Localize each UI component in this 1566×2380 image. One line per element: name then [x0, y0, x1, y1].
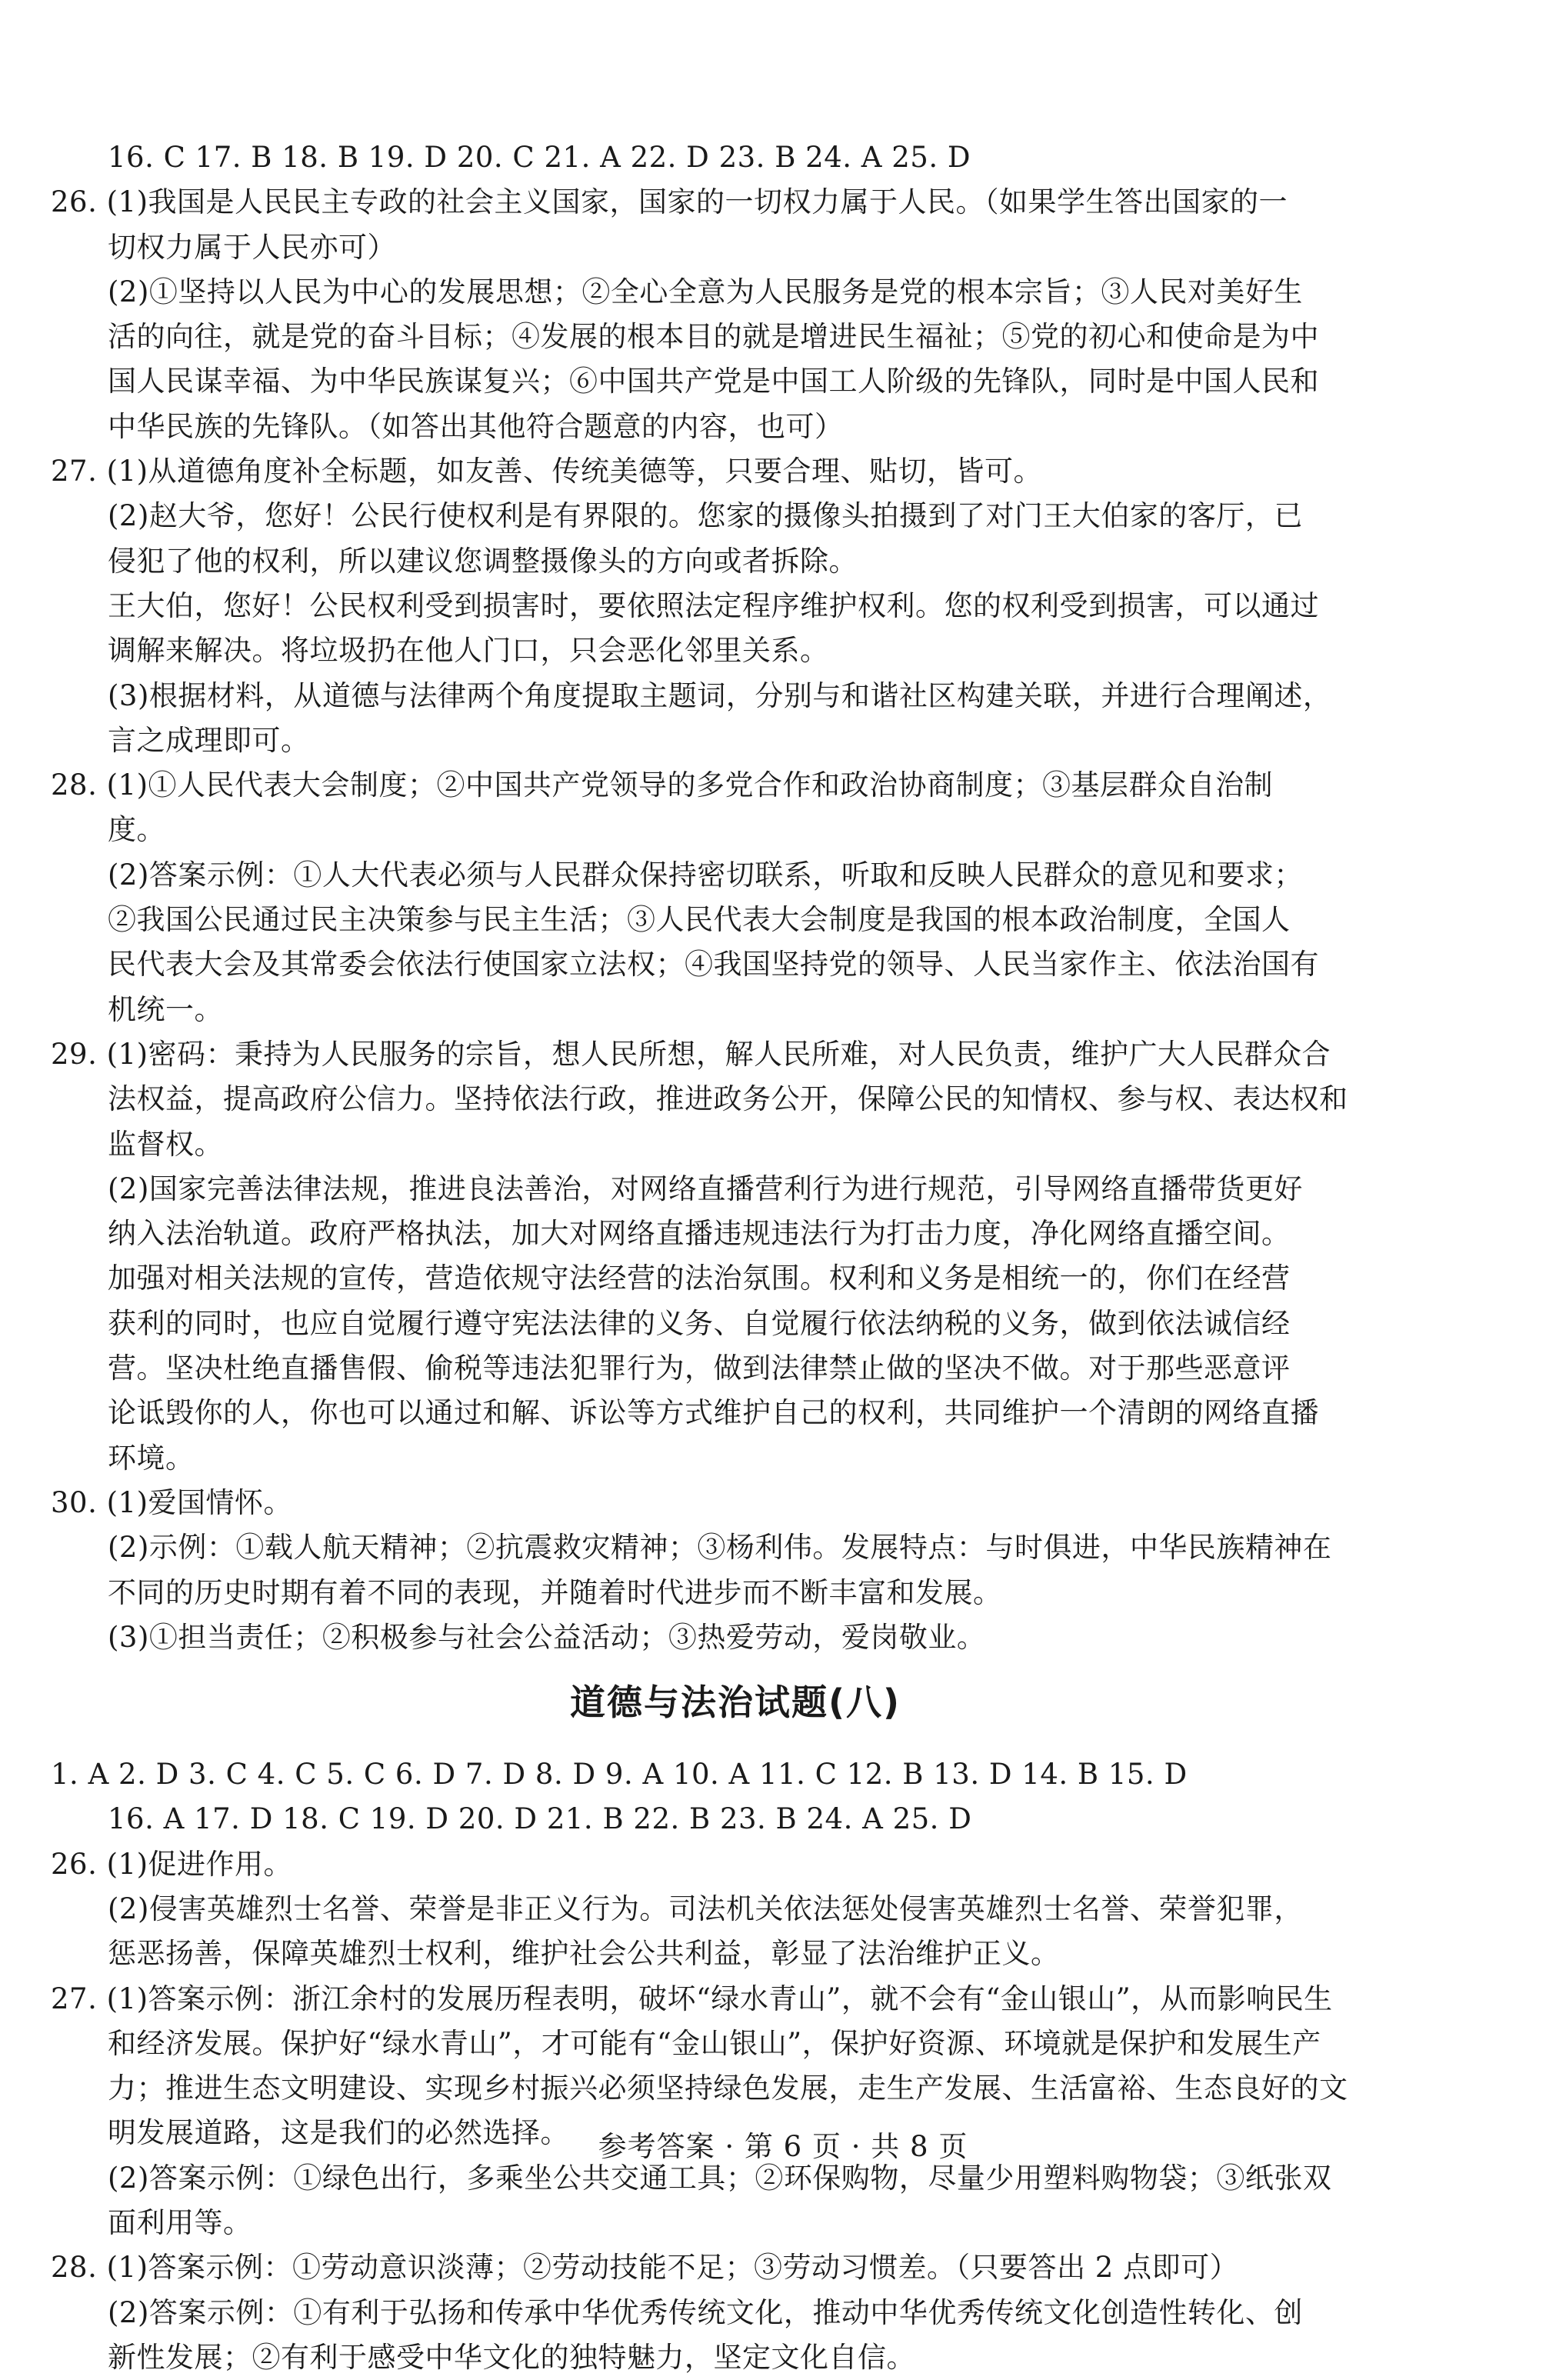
mc-answers-1-15: 1. A 2. D 3. C 4. C 5. C 6. D 7. D 8. D 9. A 10. A 11. C 12. B 13. D 14. B 15. D: [51, 1758, 1188, 1792]
answer-line: ②我国公民通过民主决策参与民主生活；③人民代表大会制度是我国的根本政治制度，全国人: [108, 903, 1291, 937]
answer-line: 新性发展；②有利于感受中华文化的独特魅力，坚定文化自信。: [108, 2340, 915, 2374]
page-footer: 参考答案 · 第 6 页 · 共 8 页: [598, 2130, 968, 2163]
answer-line: (2)示例：①载人航天精神；②抗震救灾精神；③杨利伟。发展特点：与时俱进，中华民族精神在: [108, 1531, 1332, 1565]
answer-line: 营。坚决杜绝直播售假、偷税等违法犯罪行为，做到法律禁止做的坚决不做。对于那些恶意评: [108, 1352, 1291, 1385]
answer-line: 中华民族的先锋队。（如答出其他符合题意的内容，也可）: [108, 409, 844, 443]
answer-line: 28. (1)答案示例：①劳动意识淡薄；②劳动技能不足；③劳动习惯差。（只要答出 2 点即可）: [51, 2251, 1239, 2285]
answer-line: 活的向往，就是党的奋斗目标；④发展的根本目的就是增进民生福祉；⑤党的初心和使命是为中: [108, 320, 1319, 354]
answer-line: 27. (1)答案示例：浙江余村的发展历程表明，破坏“绿水青山”，就不会有“金山银山”，从而影响民生: [51, 1982, 1333, 2015]
section-8-answers: [51, 1842, 1374, 2380]
answer-line: 27. (1)从道德角度补全标题，如友善、传统美德等，只要合理、贴切，皆可。: [51, 455, 1043, 488]
answer-line: 加强对相关法规的宣传，营造依规守法经营的法治氛围。权利和义务是相统一的，你们在经营: [108, 1262, 1291, 1295]
answer-line: 度。: [108, 813, 165, 847]
answer-line: (2)答案示例：①有利于弘扬和传承中华优秀传统文化，推动中华优秀传统文化创造性转化、创: [108, 2295, 1303, 2329]
answer-line: (2)侵害英雄烈士名誉、荣誉是非正义行为。司法机关依法惩处侵害英雄烈士名誉、荣誉犯罪，: [108, 1892, 1303, 1925]
answer-line: 惩恶扬善，保障英雄烈士权利，维护社会公共利益，彰显了法治维护正义。: [108, 1937, 1060, 1971]
answer-line: 切权力属于人民亦可）: [108, 230, 396, 264]
answer-line: (2)答案示例：①人大代表必须与人民群众保持密切联系，听取和反映人民群众的意见和要求；: [108, 858, 1303, 892]
page-content: [51, 135, 1374, 2380]
answer-line: 面利用等。: [108, 2206, 252, 2240]
answer-line: 不同的历史时期有着不同的表现，并随着时代进步而不断丰富和发展。: [108, 1575, 1002, 1609]
answer-line: 力；推进生态文明建设、实现乡村振兴必须坚持绿色发展，走生产发展、生活富裕、生态良好的文: [108, 2072, 1348, 2105]
mc-answers-16-25: 16. A 17. D 18. C 19. D 20. D 21. B 22. B 23. B 24. A 25. D: [108, 1802, 972, 1836]
answer-line: 国人民谋幸福、为中华民族谋复兴；⑥中国共产党是中国工人阶级的先锋队，同时是中国人民和: [108, 365, 1319, 398]
answer-line: 28. (1)①人民代表大会制度；②中国共产党领导的多党合作和政治协商制度；③基层群众自治制: [51, 768, 1274, 802]
answer-line: 26. (1)我国是人民民主专政的社会主义国家，国家的一切权力属于人民。（如果学生答出国家的一: [51, 185, 1288, 219]
section-title: 道德与法治试题(八): [569, 1682, 901, 1724]
answer-line: 调解来解决。将垃圾扔在他人门口，只会恶化邻里关系。: [108, 634, 829, 668]
answer-line: 言之成理即可。: [108, 723, 310, 757]
answer-line: (2)赵大爷，您好！公民行使权利是有界限的。您家的摄像头拍摄到了对门王大伯家的客厅，已: [108, 499, 1303, 533]
answer-line: 环境。: [108, 1441, 195, 1475]
answer-line: 侵犯了他的权利，所以建议您调整摄像头的方向或者拆除。: [108, 544, 858, 578]
answer-line: 纳入法治轨道。政府严格执法，加大对网络直播违规违法行为打击力度，净化网络直播空间。: [108, 1217, 1291, 1251]
answer-line: 和经济发展。保护好“绿水青山”，才可能有“金山银山”，保护好资源、环境就是保护和发展生产: [108, 2026, 1321, 2060]
answer-line: (2)答案示例：①绿色出行，多乘坐公共交通工具；②环保购物，尽量少用塑料购物袋；③纸张双: [108, 2161, 1332, 2195]
answer-line: 26. (1)促进作用。: [51, 1847, 293, 1881]
answer-line: 监督权。: [108, 1127, 223, 1161]
answer-line: 法权益，提高政府公信力。坚持依法行政，推进政务公开，保障公民的知情权、参与权、表达权和: [108, 1082, 1348, 1116]
answer-line: 机统一。: [108, 992, 223, 1026]
mc-answers-16-25: 16. C 17. B 18. B 19. D 20. C 21. A 22. D 23. B 24. A 25. D: [108, 141, 971, 174]
answer-line: 王大伯，您好！公民权利受到损害时，要依照法定程序维护权利。您的权利受到损害，可以通过: [108, 588, 1319, 622]
answer-line: 论诋毁你的人，你也可以通过和解、诉讼等方式维护自己的权利，共同维护一个清朗的网络直播: [108, 1396, 1319, 1430]
answer-line: (3)根据材料，从道德与法律两个角度提取主题词，分别与和谐社区构建关联，并进行合理阐述，: [108, 678, 1332, 712]
answer-line: 30. (1)爱国情怀。: [51, 1485, 293, 1519]
answer-line: 获利的同时，也应自觉履行遵守宪法法律的义务、自觉履行依法纳税的义务，做到依法诚信经: [108, 1306, 1291, 1340]
answer-line: 明发展道路，这是我们的必然选择。: [108, 2116, 569, 2150]
answer-line: 民代表大会及其常委会依法行使国家立法权；④我国坚持党的领导、人民当家作主、依法治国有: [108, 948, 1319, 982]
answer-line: 29. (1)密码：秉持为人民服务的宗旨，想人民所想，解人民所难，对人民负责，维护广大人民群众合: [51, 1037, 1331, 1071]
answer-line: (2)国家完善法律法规，推进良法善治，对网络直播营利行为进行规范，引导网络直播带货更好: [108, 1172, 1303, 1205]
section-7-answers: [51, 180, 1374, 1660]
answer-line: (2)①坚持以人民为中心的发展思想；②全心全意为人民服务是党的根本宗旨；③人民对美好生: [108, 275, 1303, 308]
answer-line: (3)①担当责任；②积极参与社会公益活动；③热爱劳动，爱岗敬业。: [108, 1620, 986, 1654]
